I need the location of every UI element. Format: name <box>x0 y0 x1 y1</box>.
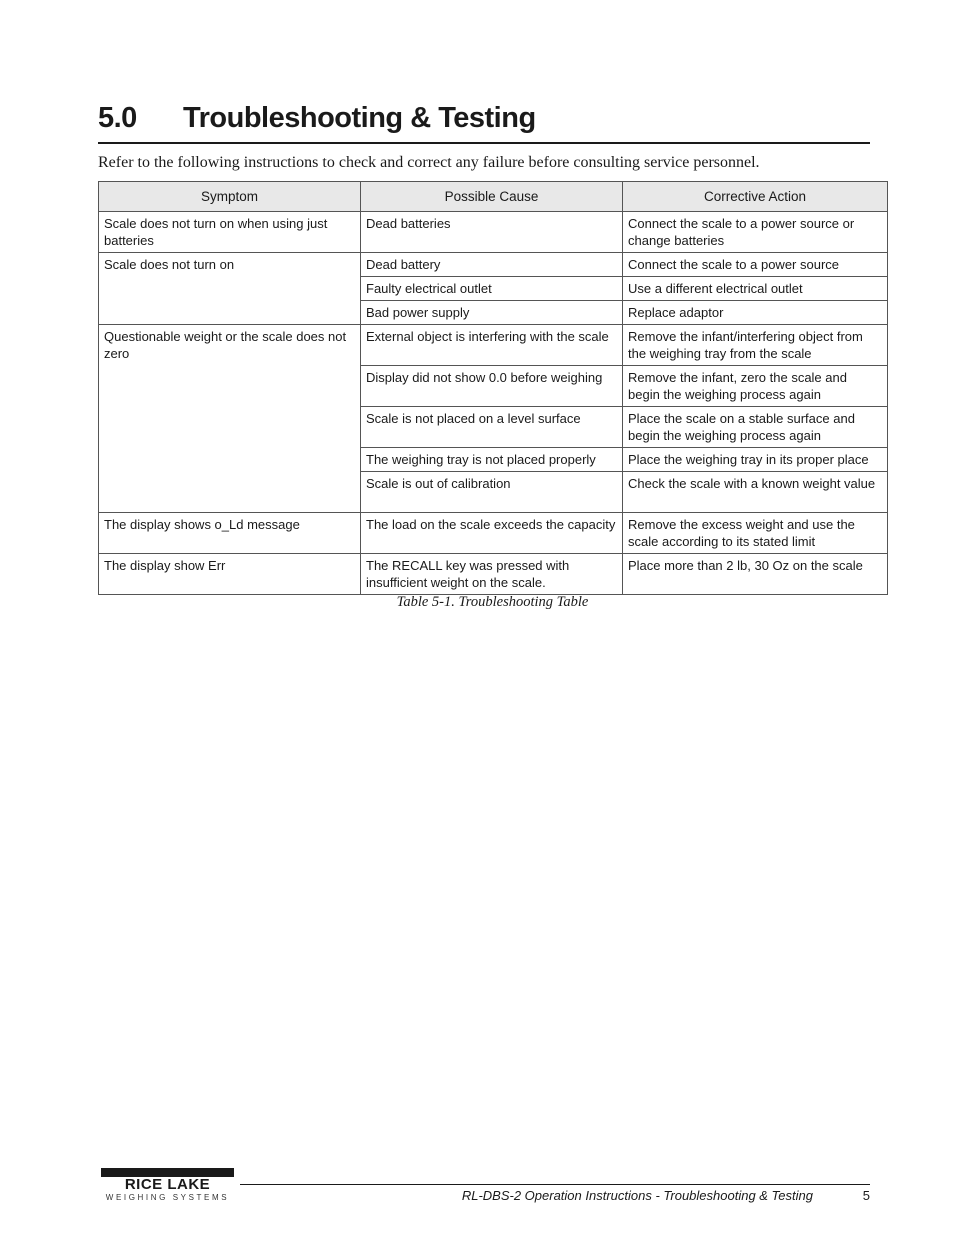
cause-cell: Scale is out of calibration <box>361 472 623 513</box>
cause-cell: The RECALL key was pressed with insufficient weight on the scale. <box>361 554 623 595</box>
footer-rule <box>240 1184 870 1185</box>
header-corrective-action: Corrective Action <box>623 182 888 212</box>
rice-lake-logo <box>101 1168 234 1208</box>
table-header-row <box>99 182 888 212</box>
cause-cell: Faulty electrical outlet <box>361 277 623 301</box>
cause-cell: Dead batteries <box>361 212 623 253</box>
action-cell: Remove the excess weight and use the scale according to its stated limit <box>623 513 888 554</box>
symptom-cell: The display show Err <box>99 554 361 595</box>
table-row <box>99 253 888 277</box>
header-symptom: Symptom <box>99 182 361 212</box>
table-row <box>99 554 888 595</box>
cause-cell: Display did not show 0.0 before weighing <box>361 366 623 407</box>
action-cell: Replace adaptor <box>623 301 888 325</box>
cause-cell: External object is interfering with the scale <box>361 325 623 366</box>
section-heading <box>98 100 870 144</box>
section-number: 5.0 <box>98 102 137 134</box>
table-row <box>99 325 888 366</box>
table-row <box>99 513 888 554</box>
header-possible-cause: Possible Cause <box>361 182 623 212</box>
action-cell: Place the weighing tray in its proper place <box>623 448 888 472</box>
cause-cell: Bad power supply <box>361 301 623 325</box>
cause-cell: The weighing tray is not placed properly <box>361 448 623 472</box>
action-cell: Connect the scale to a power source or change batteries <box>623 212 888 253</box>
footer-doc-title: RL-DBS-2 Operation Instructions - Troubleshooting & Testing <box>461 1188 813 1203</box>
symptom-cell: The display shows o_Ld message <box>99 513 361 554</box>
action-cell: Remove the infant/interfering object from the weighing tray from the scale <box>623 325 888 366</box>
section-title: Troubleshooting & Testing <box>183 102 536 134</box>
intro-paragraph: Refer to the following instructions to check and correct any failure before consulting service personnel. <box>98 154 760 171</box>
cause-cell: Dead battery <box>361 253 623 277</box>
action-cell: Remove the infant, zero the scale and begin the weighing process again <box>623 366 888 407</box>
logo-subtitle: WEIGHING SYSTEMS <box>105 1193 230 1202</box>
cause-cell: The load on the scale exceeds the capacity <box>361 513 623 554</box>
action-cell: Use a different electrical outlet <box>623 277 888 301</box>
symptom-cell: Scale does not turn on when using just batteries <box>99 212 361 253</box>
page-number: 5 <box>862 1188 870 1203</box>
action-cell: Place more than 2 lb, 30 Oz on the scale <box>623 554 888 595</box>
symptom-cell: Questionable weight or the scale does not zero <box>99 325 361 513</box>
action-cell: Connect the scale to a power source <box>623 253 888 277</box>
cause-cell: Scale is not placed on a level surface <box>361 407 623 448</box>
troubleshooting-table <box>98 181 888 595</box>
table-caption: Table 5-1. Troubleshooting Table <box>396 594 589 610</box>
action-cell: Place the scale on a stable surface and begin the weighing process again <box>623 407 888 448</box>
action-cell: Check the scale with a known weight value <box>623 472 888 513</box>
logo-name: RICE LAKE <box>124 1176 211 1193</box>
table-row <box>99 212 888 253</box>
symptom-cell: Scale does not turn on <box>99 253 361 325</box>
